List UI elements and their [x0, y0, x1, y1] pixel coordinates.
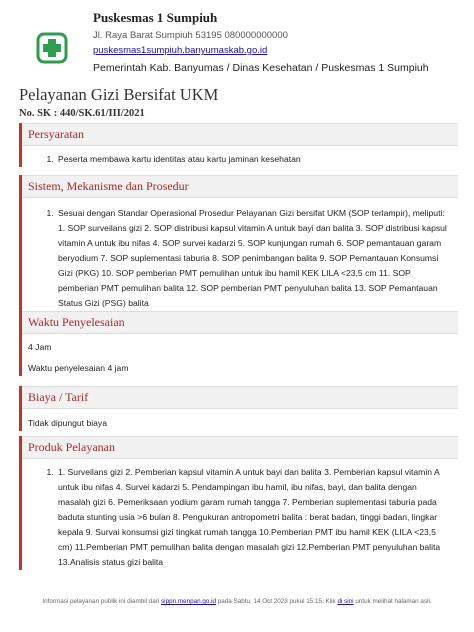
section-persyaratan — [19, 123, 458, 167]
list-item: 1. Sesuai dengan Standar Operasional Prosedur Pelayanan Gizi bersifat UKM (SOP terlampir), meliputi: 1. SOP surveilans gizi 2. SOP distribusi kapsul vitamin A untuk bayi dan balita 3. SOP distribusi kapsul vitamin A untuk ibu nifas 4. SOP survei kadarzi 5. SOP kunjungan rumah 6. SOP pemantauan garam beryodium 7. SOP suplementasi taburia 8. SOP penimbangan balita 9. SOP Pemantauan Konsumsi Gizi (PKG) 10. SOP pemberian PMT pemulihan untuk ibu hamil KEK LILA <23,5 cm 11. SOP pemberian PMT pemulihan balita 12. SOP pemberian PMT penyuluhan balita 13. SOP Pemantauan Status Gizi (PSG) balita — [56, 206, 448, 311]
footer-suffix: untuk melihat halaman asli. — [355, 598, 432, 605]
requirements-list — [28, 152, 448, 167]
org-name: Puskesmas 1 Sumpiuh — [93, 10, 218, 25]
section-sistem — [19, 175, 458, 311]
section-heading: Biaya / Tarif — [22, 386, 458, 409]
section-heading: Persyaratan — [22, 123, 458, 146]
org-address: Jl. Raya Barat Sumpiuh 53195 080000000000 — [93, 30, 288, 41]
duration-value: 4 Jam — [28, 342, 52, 352]
section-waktu — [19, 311, 458, 376]
section-heading: Produk Pelayanan — [22, 436, 458, 459]
list-item: 1. Peserta membawa kartu identitas atau kartu jaminan kesehatan — [56, 152, 448, 167]
products-list — [28, 465, 448, 570]
section-heading: Sistem, Mekanisme dan Prosedur — [22, 175, 458, 198]
section-heading: Waktu Penyelesaian — [22, 311, 458, 334]
fee-text: Tidak dipungut biaya — [28, 418, 107, 428]
footer-source-link[interactable]: sippn.menpan.go.id — [161, 598, 216, 605]
footer-prefix: Informasi pelayanan publik ini diambil dari — [42, 598, 160, 605]
sk-number: No. SK : 440/SK.61/III/2021 — [19, 108, 145, 119]
footer-middle: pada Sabtu, 14 Oct 2023 pukul 15:15. Klik — [217, 598, 336, 605]
procedure-list — [28, 206, 448, 311]
page-title: Pelayanan Gizi Bersifat UKM — [19, 85, 219, 104]
page-header — [28, 10, 458, 82]
org-breadcrumb: Pemerintah Kab. Banyumas / Dinas Kesehatan / Puskesmas 1 Sumpiuh — [93, 62, 429, 74]
list-item: 1. 1. Surveilans gizi 2. Pemberian kapsul vitamin A untuk bayi dan balita 3. Pemberian kapsul vitamin A untuk ibu nifas 4. Survei kadarzi 5. Pendampingan ibu hamil, ibu nifas, bayi, dan balita dengan masalah gizi 6. Pemeriksaan yodium garam rumah tangga 7. Pemberian suplementasi taburia pada baduta stunting usia >6 bulan 8. Pengukuran antropometri balita : berat badan, tinggi badan, lingkar kepala 9. Survai konsumsi gizi tingkat rumah tangga 10.Pemberian PMT ibu hamil KEK (LILA <23,5 cm) 11.Pemberian PMT pemulihan balita dengan masalah gizi 12.Pemberian PMT penyuluhan balita 13.Analisis status gizi balita — [56, 465, 448, 570]
medical-cross-icon — [36, 32, 68, 64]
section-produk — [19, 436, 458, 570]
section-biaya — [19, 386, 458, 431]
org-website-link[interactable]: puskesmas1sumpiuh.banyumaskab.go.id — [93, 45, 268, 56]
duration-text: Waktu penyelesaian 4 jam — [28, 363, 129, 373]
page-footer — [0, 598, 474, 605]
footer-here-link[interactable]: di sini — [337, 598, 354, 605]
